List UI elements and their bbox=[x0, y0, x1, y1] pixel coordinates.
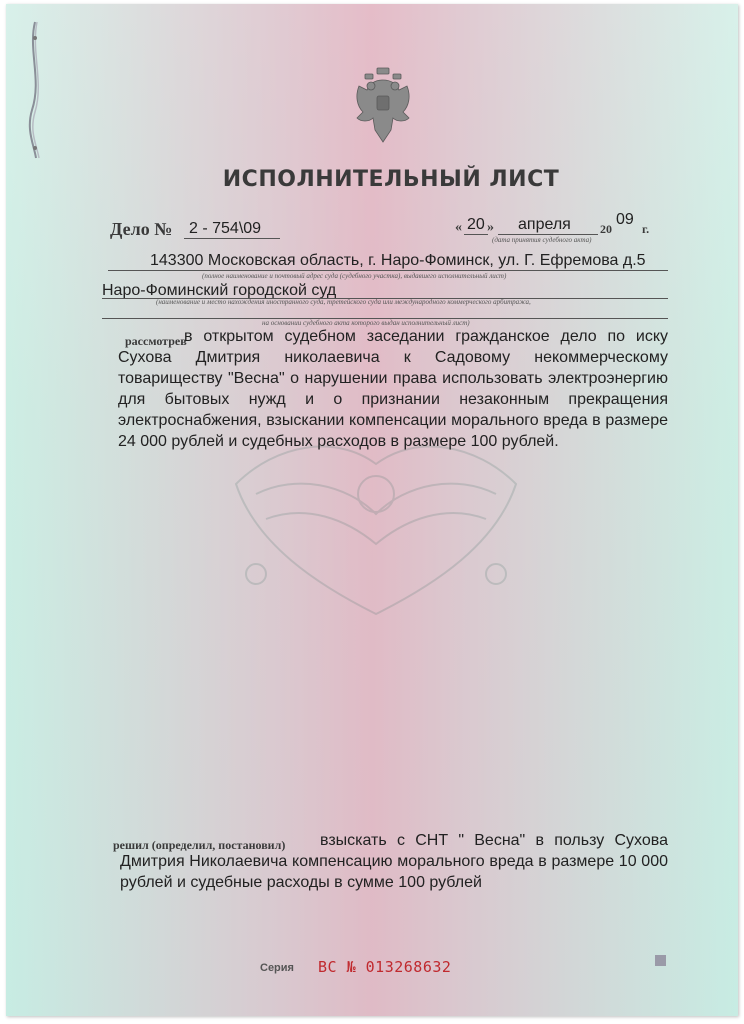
date-close-quote: » bbox=[487, 220, 494, 235]
basis-caption: на основании судебного акта которого выдан исполнительный лист) bbox=[262, 319, 470, 327]
decision-text: взыскать с СНТ " Весна" в пользу Сухова Дмитрия Николаевича компенсацию морального вреда в размере 10 000 рублей и судебные расходы в сумме 100 рублей bbox=[120, 832, 668, 891]
corner-mark bbox=[655, 955, 666, 966]
date-year-suffix: 09 bbox=[616, 211, 634, 228]
court-address-underline bbox=[108, 270, 668, 271]
court-address-caption: (полное наименование и почтовый адрес суда (судебного участка), выдавшего исполнительный лист) bbox=[202, 272, 507, 280]
case-number-underline bbox=[184, 238, 280, 239]
date-year-label: г. bbox=[642, 222, 650, 236]
document-title: ИСПОЛНИТЕЛЬНЫЙ ЛИСТ bbox=[222, 167, 560, 192]
considered-label: рассмотрев bbox=[125, 334, 187, 348]
date-month-underline bbox=[498, 234, 598, 235]
date-caption: (дата принятия судебного акта) bbox=[492, 236, 592, 244]
date-day-underline bbox=[464, 234, 488, 235]
date-month: апреля bbox=[518, 216, 571, 233]
series-number: ВС № 013268632 bbox=[318, 958, 452, 976]
writ-of-execution-page bbox=[6, 4, 738, 1016]
double-headed-eagle-emblem-icon bbox=[351, 66, 415, 146]
decision-label: решил (определил, постановил) bbox=[113, 838, 286, 852]
court-address-value: 143300 Московская область, г. Наро-Фоминск, ул. Г. Ефремова д.5 bbox=[150, 252, 646, 269]
considered-text: в открытом судебном заседании гражданское дело по иску Сухова Дмитрия николаевича к Садовому некоммерческому товариществу "Весна" о нарушении права использовать электроэнергию для бытовых нужд и о признании незаконным прекращения электроснабжения, взыскании компенсации морального вреда в размере 24 000 рублей и судебных расходов в размере 100 рублей. bbox=[118, 328, 668, 450]
date-day: 20 bbox=[467, 216, 485, 233]
date-open-quote: « bbox=[455, 220, 462, 235]
court-name-value: Наро-Фоминский городской суд bbox=[102, 282, 337, 299]
series-label: Серия bbox=[260, 962, 294, 974]
binding-string-icon bbox=[20, 20, 50, 160]
date-year-prefix: 20 bbox=[600, 222, 612, 236]
case-number-value: 2 - 754\09 bbox=[189, 220, 262, 237]
case-number-label: Дело № bbox=[110, 219, 173, 239]
watermark-emblem-icon bbox=[196, 424, 556, 624]
court-name-caption: (наименование и место нахождения иностранного суда, третейского суда или международного коммерческого арбитража, bbox=[156, 298, 531, 306]
